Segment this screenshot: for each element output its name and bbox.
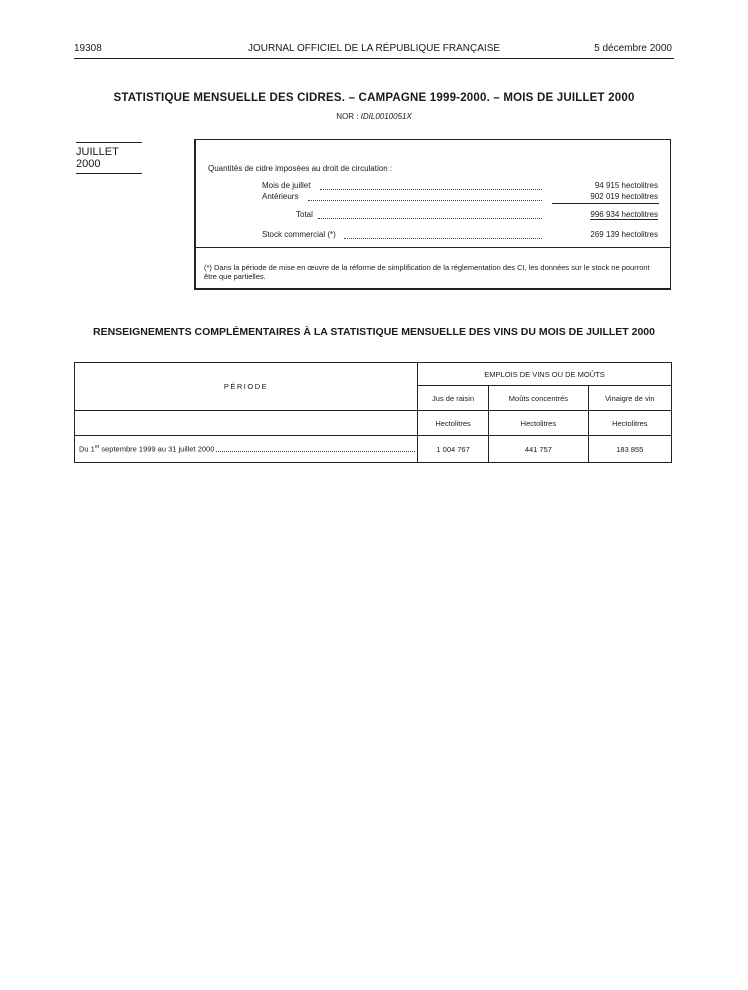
value-vinaigre: 183 855 — [588, 436, 671, 463]
unit-cell-empty — [75, 411, 418, 436]
row-value-anterieurs: 902 019 hectolitres — [590, 192, 658, 201]
period-text: Du 1er septembre 1999 au 31 juillet 2000 — [79, 444, 215, 454]
value-jus: 1 004 767 — [418, 436, 489, 463]
nor-line — [74, 112, 674, 121]
row-value-total: 996 934 hectolitres — [590, 210, 658, 219]
cidres-table-box — [194, 139, 671, 290]
value-mouts: 441 757 — [489, 436, 588, 463]
row-leader — [308, 200, 542, 201]
row-label-juillet: Mois de juillet — [262, 181, 311, 190]
row-label-anterieurs: Antérieurs — [262, 192, 299, 201]
page-number: 19308 — [74, 43, 102, 54]
row-label-stock: Stock commercial (*) — [262, 230, 336, 239]
subtotal-rule — [552, 203, 659, 204]
journal-title: JOURNAL OFFICIEL DE LA RÉPUBLIQUE FRANÇAISE — [247, 43, 501, 54]
vins-table — [74, 362, 672, 463]
col-header-vinaigre: Vinaigre de vin — [588, 386, 671, 411]
row-label-total: Total — [296, 210, 313, 219]
nor-label: NOR : — [336, 112, 359, 121]
cidres-intro: Quantités de cidre imposées au droit de circulation : — [208, 164, 393, 173]
row-value-juillet: 94 915 hectolitres — [594, 181, 658, 190]
unit-vinaigre: Hectolitres — [588, 411, 671, 436]
publication-date: 5 décembre 2000 — [594, 43, 672, 54]
stock-footnote: (*) Dans la période de mise en œuvre de la réforme de simplification de la réglementation des CI, les données sur le stock ne pourront être que partielles. — [204, 263, 650, 281]
period-cell — [75, 436, 418, 463]
col-header-mouts: Moûts concentrés — [489, 386, 588, 411]
cidres-title: STATISTIQUE MENSUELLE DES CIDRES. – CAMPAGNE 1999-2000. – MOIS DE JUILLET 2000 — [113, 92, 635, 104]
col-header-emplois: EMPLOIS DE VINS OU DE MOÛTS — [418, 363, 672, 386]
vins-title: RENSEIGNEMENTS COMPLÉMENTAIRES À LA STATISTIQUE MENSUELLE DES VINS DU MOIS DE JUILLET 2000 — [92, 326, 655, 338]
header-rule — [74, 58, 674, 59]
col-header-jus: Jus de raisin — [418, 386, 489, 411]
unit-jus: Hectolitres — [418, 411, 489, 436]
col-header-periode: PÉRIODE — [75, 363, 418, 411]
row-leader — [318, 218, 542, 219]
row-leader — [320, 189, 542, 190]
month-label: JUILLET 2000 — [76, 142, 142, 174]
note-separator — [196, 247, 670, 248]
row-value-stock: 269 139 hectolitres — [590, 230, 658, 239]
period-leader — [216, 451, 415, 452]
unit-mouts: Hectolitres — [489, 411, 588, 436]
nor-code: IDIL0010051X — [360, 112, 412, 121]
row-leader — [344, 238, 542, 239]
